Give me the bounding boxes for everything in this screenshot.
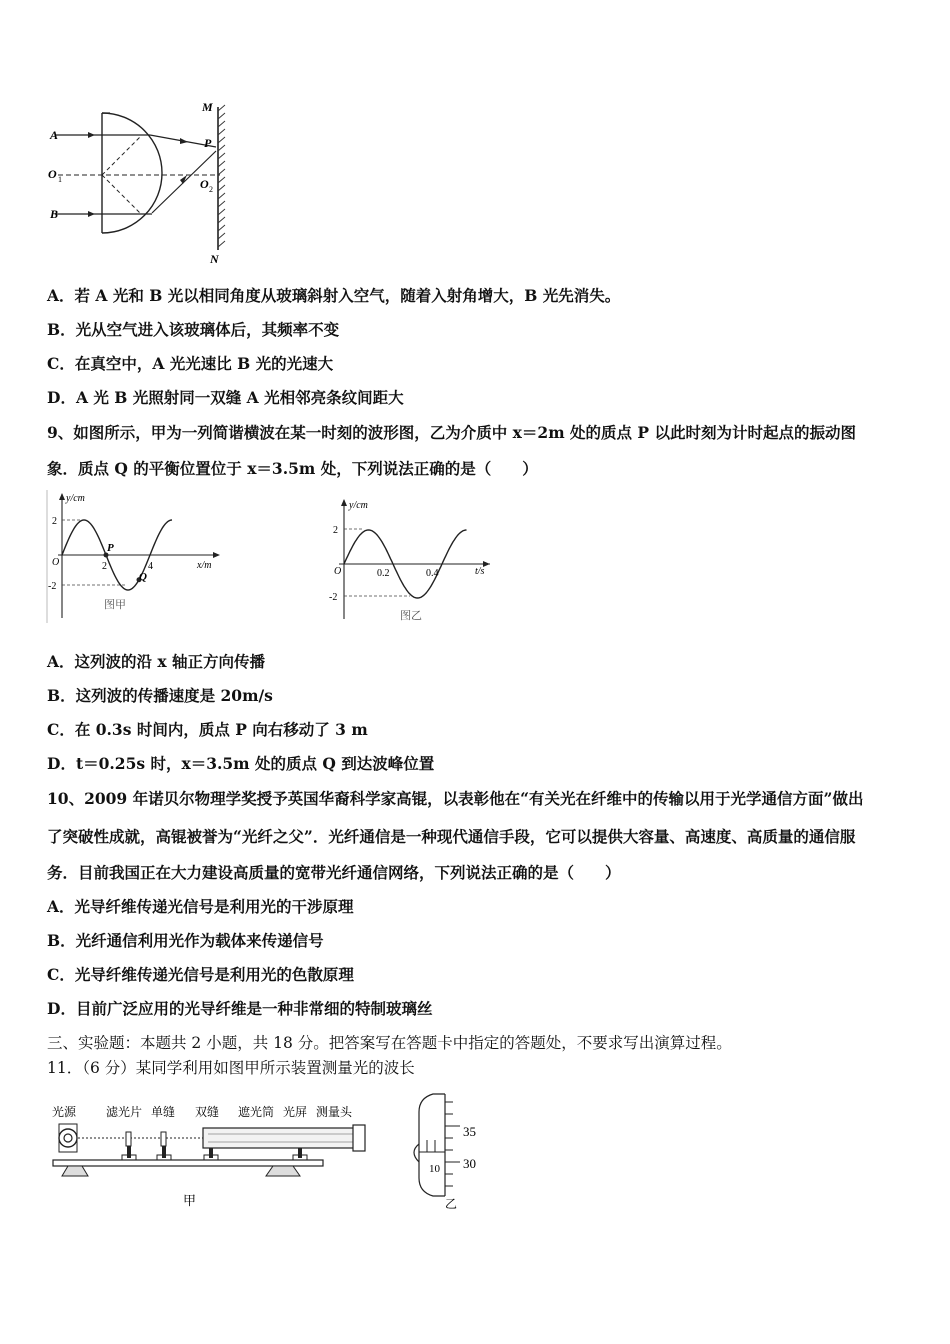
label-double-slit: 双缝 <box>195 1105 220 1119</box>
q9-option-b: B．这列波的传播速度是 20m/s <box>47 686 273 705</box>
q10-stem-line3: 务．目前我国正在大力建设高质量的宽带光纤通信网络，下列说法正确的是（ ） <box>47 863 621 882</box>
main-scale-reading: 10 <box>429 1163 440 1175</box>
glass-half-cylinder <box>102 113 162 233</box>
filter-icon <box>126 1132 131 1146</box>
q10-stem-line1: 10、2009 年诺贝尔物理学奖授予英国华裔科学家高锟，以表彰他在“有关光在纤维中的传输以用于光学通信方面”做出 <box>47 789 864 808</box>
q9-option-a: A．这列波的沿 x 轴正方向传播 <box>47 652 266 671</box>
single-slit-icon <box>161 1132 166 1146</box>
caption-jia: 甲 <box>183 1193 197 1208</box>
y-tick-neg2: -2 <box>48 581 57 592</box>
label-A: A <box>50 128 59 142</box>
q10-option-c: C．光导纤维传递光信号是利用光的色散原理 <box>47 965 354 984</box>
label-screen: 光屏 <box>283 1105 308 1119</box>
x-tick-2: 2 <box>102 561 107 572</box>
y-tick-2: 2 <box>333 525 338 536</box>
caption-jia: 图甲 <box>104 599 126 611</box>
x-tick-4: 4 <box>148 561 153 572</box>
q10-option-a: A．光导纤维传递光信号是利用光的干涉原理 <box>47 897 354 916</box>
apparatus-figure-jia <box>48 1098 368 1213</box>
vibration-graph-yi <box>325 494 500 624</box>
label-O1-sub: 1 <box>58 175 62 184</box>
label-measuring-head: 测量头 <box>316 1105 353 1119</box>
label-B: B <box>50 207 59 221</box>
caption-yi: 乙 <box>445 1197 458 1211</box>
label-filter: 滤光片 <box>106 1105 143 1119</box>
y-tick-2: 2 <box>52 516 57 527</box>
origin-label: O <box>334 566 342 577</box>
micrometer-figure-yi <box>405 1092 505 1214</box>
q10-stem-line2: 了突破性成就，高锟被誉为“光纤之父”．光纤通信是一种现代通信手段，它可以提供大容量、高速度、高质量的通信服 <box>47 827 856 846</box>
section-3-heading: 三、实验题：本题共 2 小题，共 18 分。把答案写在答题卡中指定的答题处，不要求写出演算过程。 <box>47 1034 732 1052</box>
q9-option-c: C．在 0.3s 时间内，质点 P 向右移动了 3 m <box>47 720 368 739</box>
x-axis-label: x/m <box>197 560 212 571</box>
y-axis-label: y/cm <box>349 500 368 511</box>
tick-30: 30 <box>463 1156 476 1171</box>
q8-option-a: A．若 A 光和 B 光以相同角度从玻璃斜射入空气，随着入射角增大，B 光先消失。 <box>47 286 621 305</box>
caption-yi: 图乙 <box>400 610 422 622</box>
q9-stem-line2: 象．质点 Q 的平衡位置位于 x＝3.5m 处，下列说法正确的是（ ） <box>47 459 538 478</box>
tick-35: 35 <box>463 1124 476 1139</box>
label-P: P <box>107 542 114 554</box>
x-tick-0-2: 0.2 <box>377 568 390 579</box>
q10-option-d: D．目前广泛应用的光导纤维是一种非常细的特制玻璃丝 <box>47 999 433 1018</box>
q10-option-b: B．光纤通信利用光作为载体来传递信号 <box>47 931 324 950</box>
x-axis-label: t/s <box>475 566 485 577</box>
wave-graph-jia <box>44 490 224 625</box>
label-single-slit: 单缝 <box>151 1105 176 1119</box>
label-shading-tube: 遮光筒 <box>238 1105 275 1119</box>
label-P: P <box>204 136 212 150</box>
y-axis-label: y/cm <box>66 493 85 504</box>
label-M: M <box>202 100 213 114</box>
q11-stem: 11．（6 分）某同学利用如图甲所示装置测量光的波长 <box>47 1059 415 1077</box>
q9-stem-line1: 9、如图所示，甲为一列简谐横波在某一时刻的波形图，乙为介质中 x＝2m 处的质点 P 以此时刻为计时起点的振动图 <box>47 423 856 442</box>
label-N: N <box>210 252 219 266</box>
optics-figure <box>40 95 250 270</box>
label-Q: Q <box>139 571 147 583</box>
label-light-source: 光源 <box>52 1105 77 1119</box>
label-O2-sub: 2 <box>209 185 213 194</box>
label-O1: O <box>48 167 57 181</box>
q8-option-d: D．A 光 B 光照射同一双缝 A 光相邻亮条纹间距大 <box>47 388 404 407</box>
shading-tube-icon <box>203 1128 363 1148</box>
q8-option-b: B．光从空气进入该玻璃体后，其频率不变 <box>47 320 340 339</box>
q8-option-c: C．在真空中，A 光光速比 B 光的光速大 <box>47 354 334 373</box>
optical-bench <box>53 1160 323 1166</box>
micrometer-drum <box>419 1094 445 1196</box>
x-tick-0-4: 0.4 <box>426 568 439 579</box>
light-source-icon <box>59 1129 77 1147</box>
y-tick-neg2: -2 <box>329 592 338 603</box>
q9-option-d: D．t＝0.25s 时，x＝3.5m 处的质点 Q 到达波峰位置 <box>47 754 435 773</box>
origin-label: O <box>52 557 60 568</box>
label-O2: O <box>200 177 209 191</box>
